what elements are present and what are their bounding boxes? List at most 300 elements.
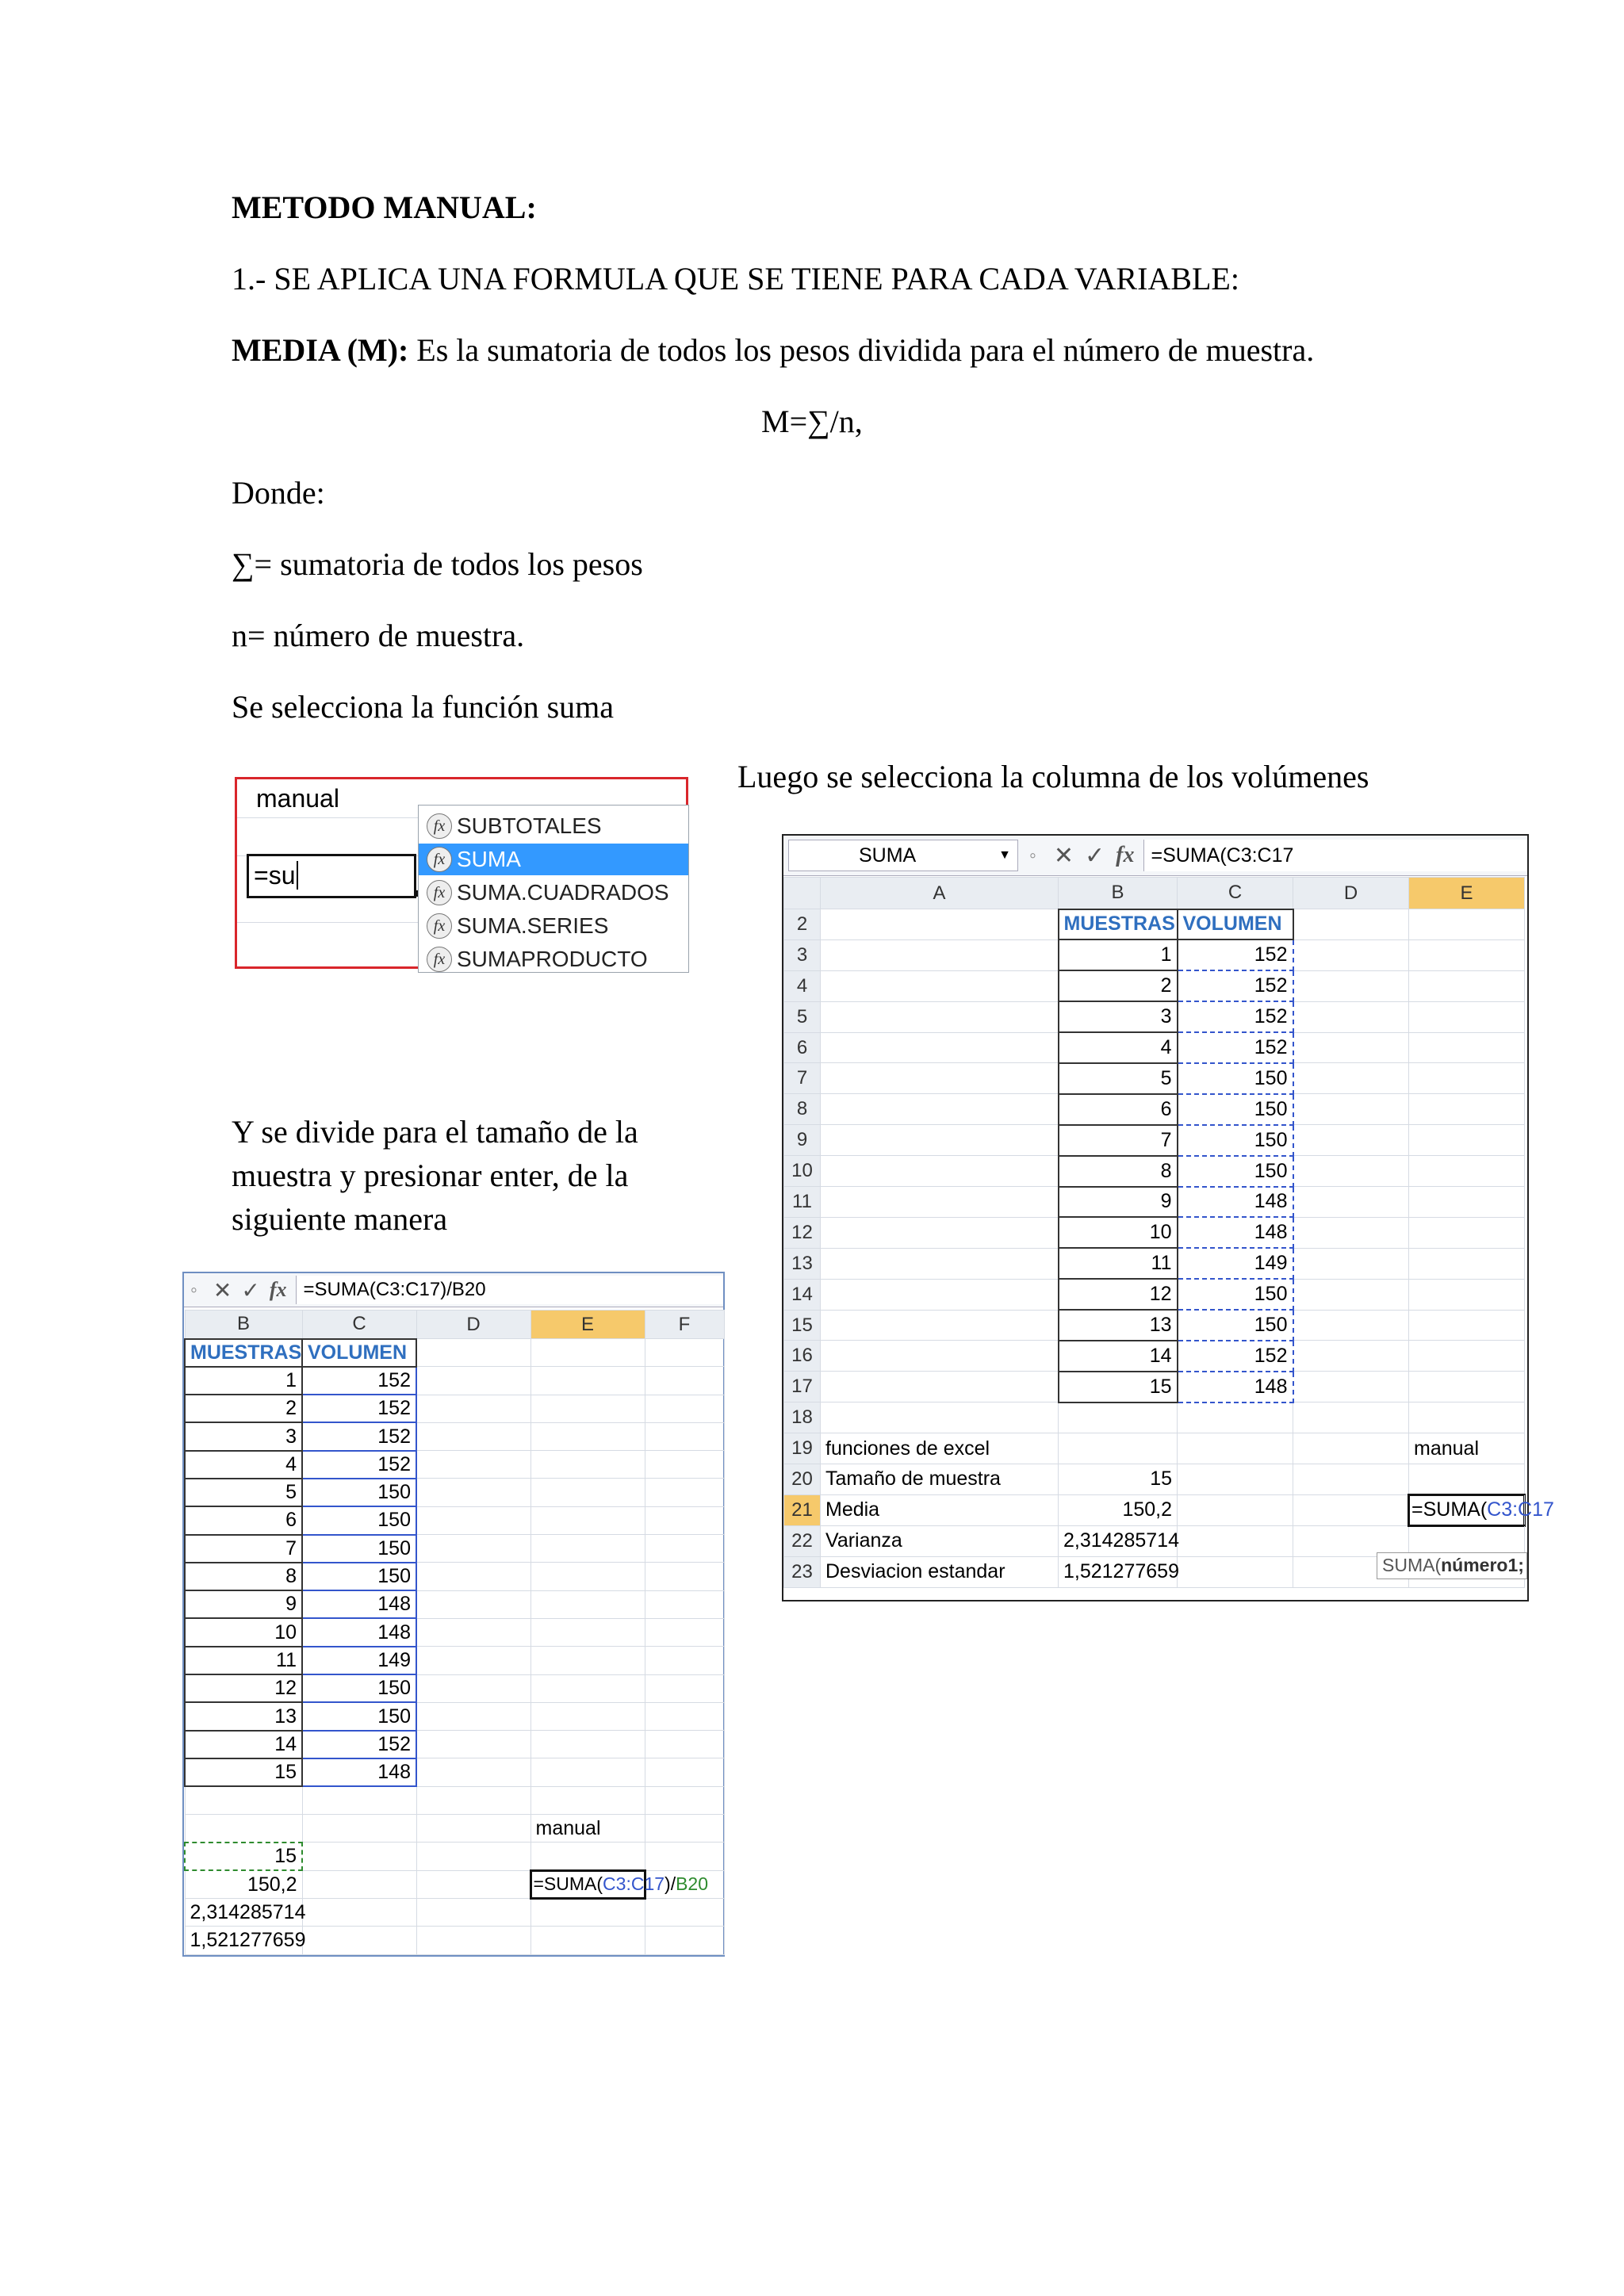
cell-e[interactable] [1409, 1032, 1525, 1063]
cell-e[interactable] [530, 1898, 645, 1926]
cell-b[interactable]: 14 [1059, 1341, 1178, 1372]
cell-b[interactable]: 9 [185, 1590, 302, 1618]
cell-b[interactable]: 1 [1059, 939, 1178, 970]
cell-b[interactable]: 1 [185, 1367, 302, 1395]
cell-e[interactable] [1409, 970, 1525, 1001]
cell-b[interactable]: 4 [1059, 1032, 1178, 1063]
cell-c[interactable] [302, 1898, 416, 1926]
cell-e[interactable] [1409, 1094, 1525, 1125]
cell-b[interactable]: 4 [185, 1451, 302, 1479]
table-row [185, 1590, 724, 1618]
autocomplete-item[interactable] [419, 943, 688, 975]
cell-a[interactable]: funciones de excel [821, 1433, 1059, 1464]
cell-c[interactable] [1178, 1525, 1293, 1556]
worksheet-grid-right[interactable] [783, 877, 1554, 1588]
autocomplete-item[interactable] [419, 910, 688, 942]
column-header[interactable]: C [1178, 878, 1293, 909]
cell-b[interactable]: 3 [185, 1422, 302, 1450]
cell-e[interactable] [1409, 1063, 1525, 1094]
row-header[interactable]: 15 [784, 1310, 821, 1341]
cell-c[interactable] [302, 1786, 416, 1814]
cell-d[interactable] [1293, 909, 1409, 940]
cell-c[interactable]: 152 [302, 1422, 416, 1450]
cell-b[interactable]: 2 [185, 1395, 302, 1422]
cell-b[interactable]: 10 [185, 1618, 302, 1646]
cell-b[interactable]: 13 [185, 1702, 302, 1730]
cell-e[interactable] [1409, 1125, 1525, 1156]
table-row [784, 1125, 1525, 1156]
cell-f[interactable] [645, 1815, 724, 1843]
cell-a[interactable] [821, 1248, 1059, 1279]
cell-c[interactable] [1178, 1464, 1293, 1495]
cell-d[interactable] [1293, 1063, 1409, 1094]
row-header[interactable]: 13 [784, 1248, 821, 1279]
cell-c[interactable]: 152 [1178, 1341, 1293, 1372]
row-header[interactable]: 9 [784, 1125, 821, 1156]
cell-c[interactable] [1178, 1556, 1293, 1587]
cell-b[interactable]: 15 [1059, 1372, 1178, 1402]
cell-b[interactable]: 150,2 [1059, 1494, 1178, 1525]
cell-d[interactable] [1293, 1032, 1409, 1063]
cell-f[interactable] [645, 1479, 724, 1506]
cell-e[interactable] [530, 1758, 645, 1786]
cell-b[interactable]: 8 [185, 1563, 302, 1590]
cell-d[interactable] [1293, 1156, 1409, 1187]
cell-d[interactable] [416, 1898, 530, 1926]
cell-a[interactable] [821, 1001, 1059, 1032]
cell-b[interactable]: 1,521277659 [185, 1927, 302, 1954]
cell-f[interactable] [645, 1786, 724, 1814]
row-header[interactable]: 19 [784, 1433, 821, 1464]
column-header[interactable]: E [530, 1311, 645, 1339]
cell-d[interactable] [416, 1843, 530, 1870]
function-icon: fx [427, 847, 452, 872]
cell-c[interactable] [302, 1843, 416, 1870]
cell-d[interactable] [416, 1535, 530, 1563]
cell-d[interactable] [416, 1870, 530, 1898]
cell-d[interactable] [416, 1563, 530, 1590]
cell-a[interactable] [821, 939, 1059, 970]
column-header[interactable]: B [1059, 878, 1178, 909]
cell-f[interactable] [645, 1618, 724, 1646]
cell-a[interactable] [821, 1372, 1059, 1402]
cell-b[interactable]: 7 [185, 1535, 302, 1563]
cell-d[interactable] [1293, 1001, 1409, 1032]
cell-c[interactable]: 148 [1178, 1187, 1293, 1218]
cancel-icon[interactable]: ✕ [1053, 842, 1074, 869]
cell-e[interactable] [530, 1702, 645, 1730]
cell-a[interactable]: Varianza [821, 1525, 1059, 1556]
cell-d[interactable] [1293, 1402, 1409, 1433]
cell-d[interactable] [416, 1590, 530, 1618]
cell-f[interactable] [645, 1590, 724, 1618]
cell-e[interactable] [530, 1870, 709, 1898]
cell-c[interactable]: 150 [1178, 1125, 1293, 1156]
cell-c[interactable]: 152 [1178, 970, 1293, 1001]
cell-e[interactable] [1409, 1248, 1525, 1279]
cell-d[interactable] [416, 1702, 530, 1730]
select-all-corner[interactable] [784, 878, 821, 909]
sum-definition: ∑= sumatoria de todos los pesos [232, 546, 643, 582]
cell-a[interactable] [821, 1187, 1059, 1218]
row-header[interactable]: 18 [784, 1402, 821, 1433]
cell-c[interactable]: 150 [302, 1674, 416, 1702]
divide-text: Y se divide para el tamaño de la muestra y presionar enter, de la siguiente manera [232, 1114, 638, 1237]
cell-b[interactable]: 150,2 [185, 1870, 302, 1898]
column-header[interactable]: D [1293, 878, 1409, 909]
cell-d[interactable] [1293, 1187, 1409, 1218]
row-header[interactable]: 3 [784, 939, 821, 970]
cell-a[interactable] [821, 909, 1059, 940]
cell-f[interactable] [645, 1731, 724, 1758]
cell-f[interactable] [645, 1367, 724, 1395]
cell-d[interactable] [1293, 1279, 1409, 1310]
cell-c[interactable]: 150 [1178, 1279, 1293, 1310]
cell-a[interactable] [821, 1279, 1059, 1310]
cell-c[interactable]: 150 [1178, 1063, 1293, 1094]
cell-a[interactable] [821, 1032, 1059, 1063]
cell-d[interactable] [1293, 1464, 1409, 1495]
cell-e[interactable]: manual [530, 1815, 645, 1843]
input-text: =su [254, 861, 296, 890]
cell-c[interactable] [1178, 1433, 1293, 1464]
table-row [784, 970, 1525, 1001]
cell-c[interactable]: VOLUMEN [302, 1339, 416, 1367]
cell-e[interactable] [530, 1367, 645, 1395]
cell-c[interactable]: 152 [1178, 1001, 1293, 1032]
cell-a[interactable] [821, 1156, 1059, 1187]
cell-f[interactable] [645, 1451, 724, 1479]
cell-b[interactable]: 11 [185, 1647, 302, 1674]
cell-e[interactable] [530, 1590, 645, 1618]
cell-b[interactable]: 3 [1059, 1001, 1178, 1032]
cell-b[interactable]: 5 [1059, 1063, 1178, 1094]
cell-c[interactable]: 148 [1178, 1217, 1293, 1248]
cell-e[interactable] [1409, 1464, 1525, 1495]
cell-c[interactable]: 150 [302, 1702, 416, 1730]
cell-e[interactable]: manual [1409, 1433, 1525, 1464]
excel-left-screenshot [182, 1272, 725, 1957]
cancel-icon[interactable]: ✕ [213, 1277, 232, 1303]
cell-c[interactable]: 152 [302, 1395, 416, 1422]
cell-e[interactable] [530, 1786, 645, 1814]
cell-d[interactable] [416, 1758, 530, 1786]
cell-b[interactable]: 11 [1059, 1248, 1178, 1279]
cell-e[interactable] [1409, 1217, 1525, 1248]
cell-b[interactable]: 7 [1059, 1125, 1178, 1156]
cell-e[interactable] [530, 1339, 645, 1367]
enter-icon[interactable]: ✓ [241, 1277, 260, 1303]
row-header[interactable]: 17 [784, 1372, 821, 1402]
column-header[interactable]: F [645, 1311, 724, 1339]
cell-e[interactable] [530, 1535, 645, 1563]
row-header[interactable]: 11 [784, 1187, 821, 1218]
cell-e[interactable] [530, 1731, 645, 1758]
cell-e[interactable] [530, 1422, 645, 1450]
cell-c[interactable]: 148 [302, 1590, 416, 1618]
cell-f[interactable] [645, 1843, 724, 1870]
cell-f[interactable] [645, 1674, 724, 1702]
cell-b[interactable]: 14 [185, 1731, 302, 1758]
cell-c[interactable]: 150 [1178, 1156, 1293, 1187]
cell-d[interactable] [1293, 1433, 1409, 1464]
table-row [185, 1843, 724, 1870]
cell-d[interactable] [1293, 1125, 1409, 1156]
row-header[interactable]: 5 [784, 1001, 821, 1032]
cell-e[interactable] [530, 1395, 645, 1422]
n-definition: n= número de muestra. [232, 618, 525, 653]
cell-c[interactable]: 152 [302, 1731, 416, 1758]
cell-d[interactable] [416, 1815, 530, 1843]
cell-f[interactable] [645, 1422, 724, 1450]
cell-c[interactable]: 152 [302, 1367, 416, 1395]
cell-e[interactable] [1409, 1001, 1525, 1032]
cell-e[interactable] [530, 1618, 645, 1646]
media-text: Es la sumatoria de todos los pesos dividida para el número de muestra. [408, 332, 1315, 368]
table-row [185, 1815, 724, 1843]
cell-d[interactable] [1293, 1341, 1409, 1372]
cell-b[interactable] [1059, 1433, 1178, 1464]
formula-text: M=∑/n, [761, 404, 863, 439]
row-header[interactable]: 2 [784, 909, 821, 940]
table-row [185, 1927, 724, 1954]
enter-icon[interactable]: ✓ [1085, 842, 1105, 869]
cell-e[interactable] [1409, 909, 1525, 940]
row-header[interactable]: 21 [784, 1494, 821, 1525]
dropdown-icon[interactable]: ▼ [998, 848, 1011, 862]
cell-d[interactable] [1293, 1248, 1409, 1279]
cell-d[interactable] [416, 1647, 530, 1674]
row-header[interactable]: 12 [784, 1217, 821, 1248]
cell-a[interactable]: Desviacion estandar [821, 1556, 1059, 1587]
cell-e[interactable] [530, 1506, 645, 1534]
cell-e[interactable] [530, 1647, 645, 1674]
cell-c[interactable] [302, 1815, 416, 1843]
edit-ref: C3:C17 [603, 1873, 665, 1895]
function-tooltip [1377, 1552, 1527, 1579]
cell-c[interactable]: 148 [302, 1618, 416, 1646]
cell-d[interactable] [1293, 1217, 1409, 1248]
cell-b[interactable]: MUESTRAS [1059, 909, 1178, 940]
cell-b[interactable]: 1,521277659 [1059, 1556, 1178, 1587]
cell-d[interactable] [416, 1506, 530, 1534]
cell-e[interactable] [1409, 1279, 1525, 1310]
formula-bar-right [783, 836, 1527, 876]
cell-a[interactable]: Media [821, 1494, 1059, 1525]
edit-mid: )/ [665, 1873, 676, 1895]
cell-f[interactable] [645, 1339, 724, 1367]
cell-f[interactable] [645, 1702, 724, 1730]
cell-c[interactable]: VOLUMEN [1178, 909, 1293, 940]
cell-b[interactable]: 15 [1059, 1464, 1178, 1495]
row-header[interactable]: 23 [784, 1556, 821, 1587]
cell-c[interactable]: 152 [302, 1451, 416, 1479]
cell-b[interactable]: 6 [185, 1506, 302, 1534]
cell-e[interactable] [1409, 1494, 1554, 1525]
table-row [784, 1063, 1525, 1094]
cell-b[interactable]: 13 [1059, 1310, 1178, 1341]
row-header[interactable]: 22 [784, 1525, 821, 1556]
cell-b[interactable]: 2,314285714 [1059, 1525, 1178, 1556]
cell-f[interactable] [645, 1535, 724, 1563]
table-row [784, 1494, 1525, 1525]
cell-d[interactable] [1293, 1494, 1409, 1525]
cell-b[interactable]: 5 [185, 1479, 302, 1506]
column-header[interactable]: E [1409, 878, 1525, 909]
cell-a[interactable] [821, 1125, 1059, 1156]
cell-f[interactable] [645, 1563, 724, 1590]
column-header[interactable]: A [821, 878, 1059, 909]
cell-c[interactable]: 149 [1178, 1248, 1293, 1279]
cell-e[interactable] [1409, 1156, 1525, 1187]
cell-d[interactable] [416, 1786, 530, 1814]
worksheet-grid-left[interactable] [184, 1310, 725, 1955]
cell-b[interactable] [185, 1786, 302, 1814]
cell-e[interactable] [1409, 939, 1525, 970]
cell-d[interactable] [416, 1395, 530, 1422]
cell-c[interactable] [1178, 1402, 1293, 1433]
cell-f[interactable] [645, 1647, 724, 1674]
autocomplete-item[interactable] [419, 844, 688, 875]
cell-d[interactable] [416, 1618, 530, 1646]
splitter-icon: ◦ [1029, 844, 1036, 867]
row-header[interactable]: 20 [784, 1464, 821, 1495]
table-row [784, 1094, 1525, 1125]
table-row [784, 1001, 1525, 1032]
cell-b[interactable] [1059, 1402, 1178, 1433]
cell-e[interactable] [1409, 1372, 1525, 1402]
cell-e[interactable] [530, 1674, 645, 1702]
cell-c[interactable]: 148 [302, 1758, 416, 1786]
formula-field[interactable] [296, 1276, 723, 1304]
cell-c[interactable]: 150 [302, 1563, 416, 1590]
column-header[interactable]: C [302, 1311, 416, 1339]
cell-d[interactable] [1293, 970, 1409, 1001]
cell-a[interactable] [821, 1217, 1059, 1248]
function-icon: fx [427, 947, 452, 972]
row-header[interactable]: 16 [784, 1341, 821, 1372]
cell-b[interactable]: 15 [185, 1843, 302, 1870]
cell-d[interactable] [1293, 1094, 1409, 1125]
row-header[interactable]: 4 [784, 970, 821, 1001]
cell-c[interactable]: 150 [1178, 1094, 1293, 1125]
cell-c[interactable]: 148 [1178, 1372, 1293, 1402]
insert-function-icon[interactable]: fx [269, 1278, 287, 1301]
cell-c[interactable]: 152 [1178, 1032, 1293, 1063]
cell-b[interactable]: 8 [1059, 1156, 1178, 1187]
cell-d[interactable] [416, 1731, 530, 1758]
cell-a[interactable] [821, 970, 1059, 1001]
row-header[interactable]: 7 [784, 1063, 821, 1094]
cell-e[interactable] [530, 1479, 645, 1506]
cell-f[interactable] [645, 1927, 724, 1954]
cell-c[interactable] [1178, 1494, 1293, 1525]
autocomplete-item-label: SUBTOTALES [457, 813, 602, 838]
cell-d[interactable] [416, 1422, 530, 1450]
table-row [784, 1248, 1525, 1279]
cell-b[interactable]: MUESTRAS [185, 1339, 302, 1367]
cell-a[interactable] [821, 1094, 1059, 1125]
row-header[interactable]: 6 [784, 1032, 821, 1063]
column-header[interactable]: D [416, 1311, 530, 1339]
column-header[interactable]: B [185, 1311, 302, 1339]
cell-d[interactable] [416, 1479, 530, 1506]
donde-text: Donde: [232, 475, 325, 511]
cell-c[interactable]: 150 [302, 1535, 416, 1563]
cell-c[interactable]: 149 [302, 1647, 416, 1674]
cell-e[interactable] [530, 1451, 645, 1479]
row-header[interactable]: 14 [784, 1279, 821, 1310]
table-row [784, 909, 1525, 940]
cell-d[interactable] [416, 1927, 530, 1954]
cell-c[interactable] [302, 1870, 416, 1898]
tooltip-arg: número1; [1441, 1555, 1524, 1575]
cell-c[interactable]: 150 [302, 1506, 416, 1534]
cell-d[interactable] [416, 1367, 530, 1395]
cell-e[interactable] [530, 1927, 645, 1954]
cell-d[interactable] [416, 1339, 530, 1367]
cell-f[interactable] [645, 1898, 724, 1926]
cell-b[interactable]: 15 [185, 1758, 302, 1786]
cell-b[interactable]: 12 [1059, 1279, 1178, 1310]
name-box[interactable] [788, 840, 1018, 871]
cell-f[interactable] [645, 1758, 724, 1786]
cell-d[interactable] [416, 1674, 530, 1702]
insert-function-icon[interactable]: fx [1116, 843, 1135, 867]
cell-e[interactable] [530, 1843, 645, 1870]
autocomplete-item[interactable] [419, 810, 688, 842]
cell-b[interactable]: 12 [185, 1674, 302, 1702]
row-header[interactable]: 8 [784, 1094, 821, 1125]
table-row [784, 1341, 1525, 1372]
cell-b[interactable] [185, 1815, 302, 1843]
select-suma-text: Se selecciona la función suma [232, 689, 615, 725]
cell-a[interactable] [821, 1063, 1059, 1094]
autocomplete-item[interactable] [419, 877, 688, 909]
cell-d[interactable] [1293, 939, 1409, 970]
cell-a[interactable] [821, 1310, 1059, 1341]
cell-e[interactable] [1409, 1402, 1525, 1433]
cell-a[interactable] [821, 1402, 1059, 1433]
cell-b[interactable]: 10 [1059, 1217, 1178, 1248]
formula-field[interactable] [1143, 840, 1527, 871]
cell-c[interactable]: 150 [1178, 1310, 1293, 1341]
cell-b[interactable]: 6 [1059, 1094, 1178, 1125]
cell-f[interactable] [645, 1506, 724, 1534]
cell-d[interactable] [1293, 1372, 1409, 1402]
row-header[interactable]: 10 [784, 1156, 821, 1187]
cell-e[interactable] [1409, 1341, 1525, 1372]
cell-a[interactable] [821, 1341, 1059, 1372]
cell-b[interactable]: 2,314285714 [185, 1898, 302, 1926]
tooltip-prefix: SUMA( [1382, 1555, 1442, 1575]
cell-e[interactable] [1409, 1310, 1525, 1341]
table-row [185, 1731, 724, 1758]
cell-e[interactable] [530, 1563, 645, 1590]
cell-d[interactable] [1293, 1310, 1409, 1341]
cell-b[interactable]: 9 [1059, 1187, 1178, 1218]
name-box-value: SUMA [859, 844, 917, 867]
cell-d[interactable] [416, 1451, 530, 1479]
cell-c[interactable]: 150 [302, 1479, 416, 1506]
cell-e[interactable] [1409, 1187, 1525, 1218]
cell-c[interactable]: 152 [1178, 939, 1293, 970]
cell-c[interactable] [302, 1927, 416, 1954]
formula-input-cell[interactable] [247, 854, 416, 898]
cell-f[interactable] [645, 1395, 724, 1422]
cell-a[interactable]: Tamaño de muestra [821, 1464, 1059, 1495]
cell-b[interactable]: 2 [1059, 970, 1178, 1001]
